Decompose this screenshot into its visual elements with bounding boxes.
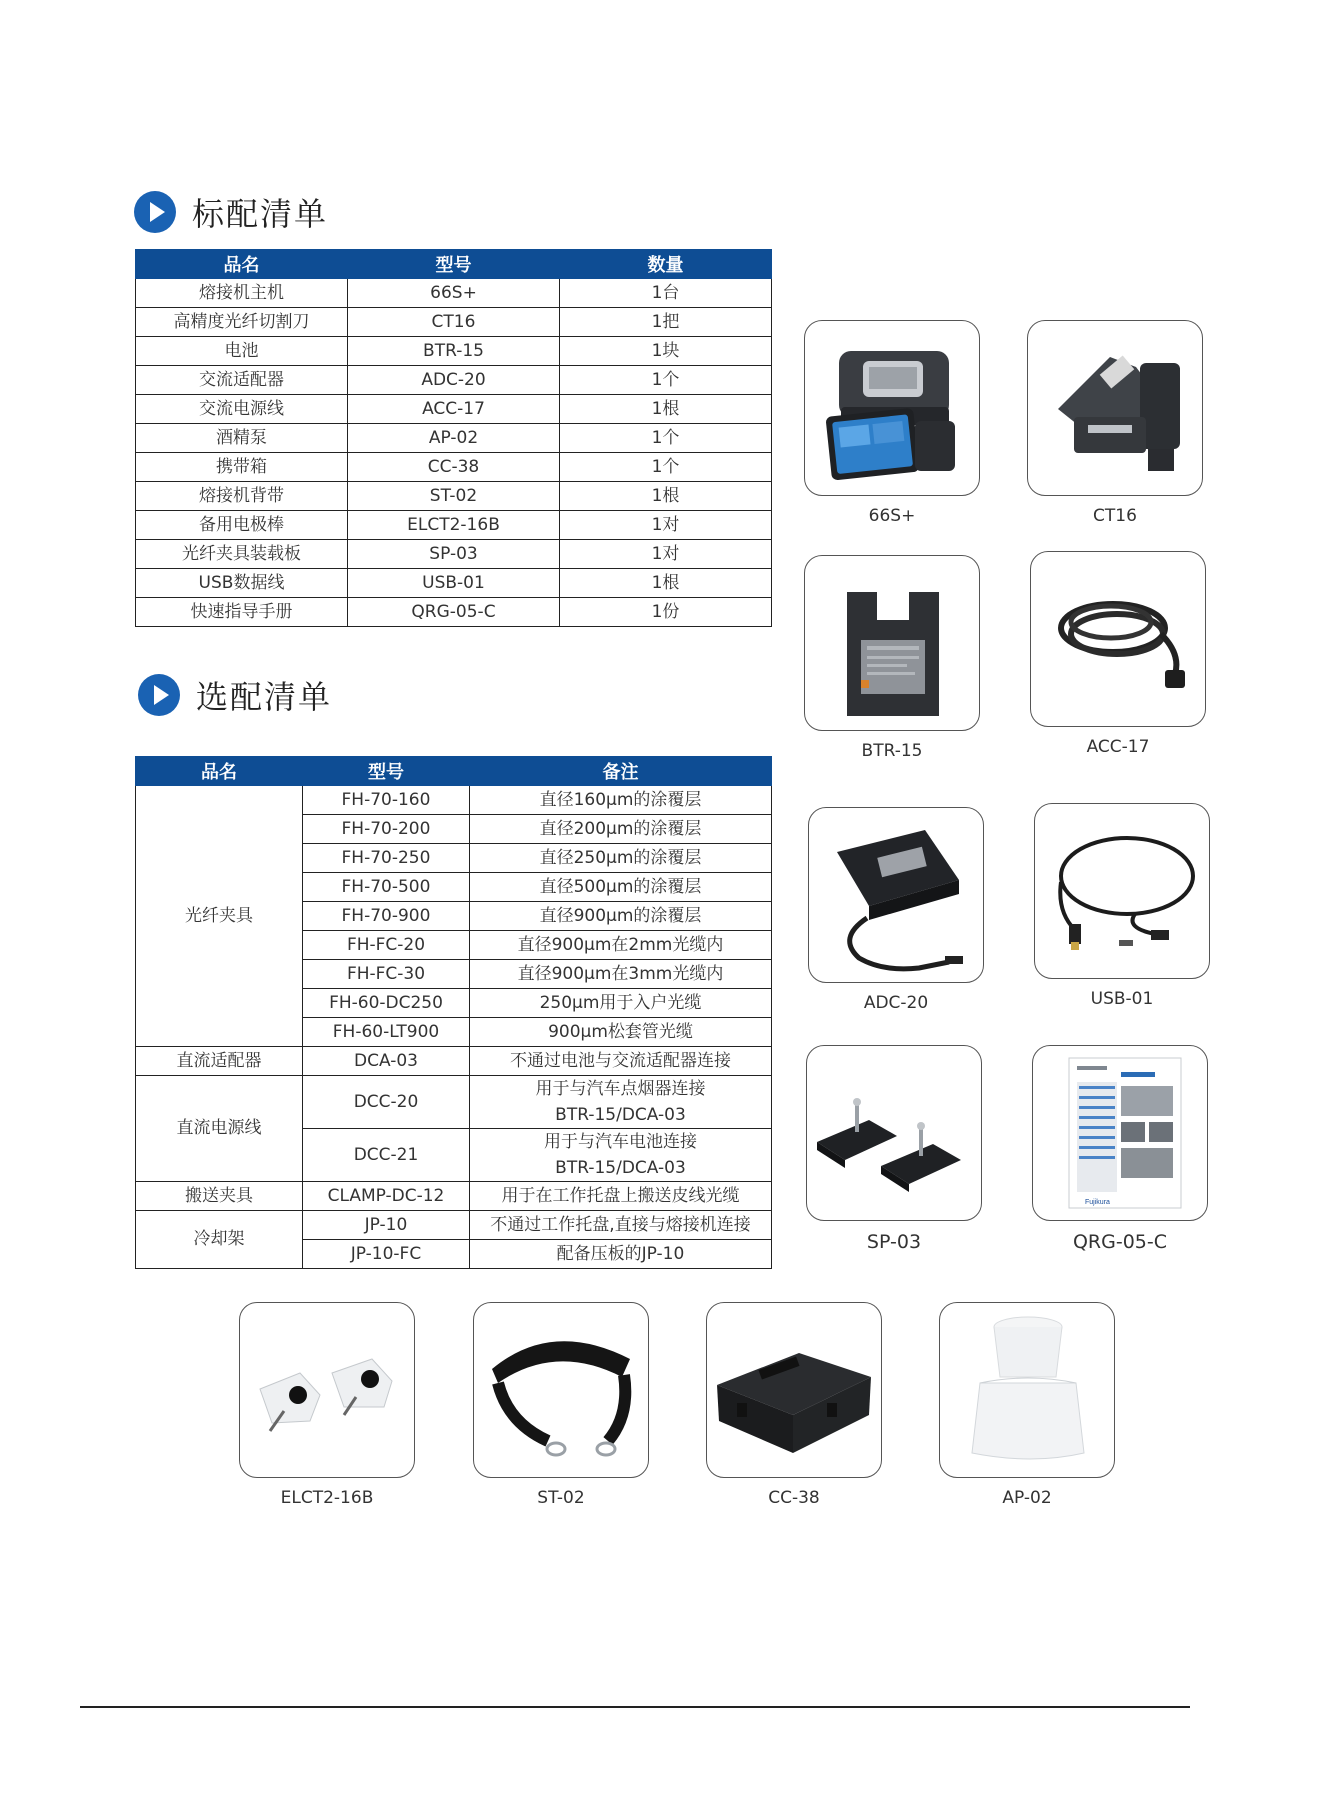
cell-note: 不通过工作托盘,直接与熔接机连接 — [470, 1211, 772, 1240]
product-label: USB-01 — [1090, 989, 1154, 1009]
cell-model: FH-FC-20 — [303, 931, 470, 960]
cell-note: 直径900μm在2mm光缆内 — [470, 931, 772, 960]
cell-name: 酒精泵 — [136, 424, 348, 453]
cell-qty: 1个 — [560, 424, 772, 453]
cell-model: FH-70-500 — [303, 873, 470, 902]
cell-qty: 1台 — [560, 279, 772, 308]
product-qrg05c — [1032, 1045, 1208, 1253]
table-row — [136, 1211, 772, 1240]
cell-model: JP-10-FC — [303, 1240, 470, 1269]
cell-note: 配备压板的JP-10 — [470, 1240, 772, 1269]
product-ct16 — [1027, 320, 1203, 526]
optional-section-title — [138, 672, 332, 718]
cell-model: BTR-15 — [348, 337, 560, 366]
product-btr15 — [804, 555, 980, 761]
cell-qty: 1个 — [560, 453, 772, 482]
table-row — [136, 337, 772, 366]
product-image-card — [808, 807, 984, 983]
cell-note: 直径250μm的涂覆层 — [470, 844, 772, 873]
cell-qty: 1个 — [560, 366, 772, 395]
note-line: 用于与汽车电池连接 — [544, 1132, 697, 1152]
electrode-image — [240, 1303, 415, 1478]
standard-table — [135, 249, 772, 627]
product-image-card — [1027, 320, 1203, 496]
product-label: ELCT2-16B — [280, 1488, 374, 1508]
product-st02 — [473, 1302, 649, 1508]
fiber-cleaver-image — [1028, 321, 1203, 496]
product-image-card — [804, 320, 980, 496]
product-label: SP-03 — [866, 1231, 922, 1253]
cell-name: 直流电源线 — [136, 1076, 303, 1182]
table-row — [136, 598, 772, 627]
product-adc20 — [808, 807, 984, 1013]
product-image-card — [804, 555, 980, 731]
cell-qty: 1把 — [560, 308, 772, 337]
cell-model: SP-03 — [348, 540, 560, 569]
cell-note: 用于在工作托盘上搬送皮线光缆 — [470, 1182, 772, 1211]
cell-model: USB-01 — [348, 569, 560, 598]
cell-model: AP-02 — [348, 424, 560, 453]
cell-qty: 1根 — [560, 569, 772, 598]
cell-qty: 1对 — [560, 511, 772, 540]
qrg-logo-text: Fujikura — [1085, 1199, 1110, 1206]
header-note: 备注 — [470, 757, 772, 786]
cell-model: DCC-20 — [303, 1076, 470, 1129]
product-label: BTR-15 — [861, 741, 923, 761]
table-row — [136, 308, 772, 337]
product-acc17 — [1030, 551, 1206, 757]
cell-qty: 1对 — [560, 540, 772, 569]
product-label: ACC-17 — [1086, 737, 1150, 757]
cell-name: 电池 — [136, 337, 348, 366]
note-line: BTR-15/DCA-03 — [555, 1158, 686, 1178]
carrying-case-image — [707, 1303, 882, 1478]
cell-note: 不通过电池与交流适配器连接 — [470, 1047, 772, 1076]
fiber-holder-plate-image — [807, 1046, 982, 1221]
quick-guide-image — [1033, 1046, 1208, 1221]
cell-name: 交流适配器 — [136, 366, 348, 395]
cell-model: DCA-03 — [303, 1047, 470, 1076]
table-row — [136, 1182, 772, 1211]
cell-name: 熔接机背带 — [136, 482, 348, 511]
product-usb01 — [1034, 803, 1210, 1009]
product-image-card — [1032, 1045, 1208, 1221]
cell-note: 直径160μm的涂覆层 — [470, 786, 772, 815]
table-row — [136, 511, 772, 540]
cell-model: FH-70-160 — [303, 786, 470, 815]
table-row — [136, 366, 772, 395]
cell-name: 直流适配器 — [136, 1047, 303, 1076]
cell-model: 66S+ — [348, 279, 560, 308]
cell-model: CC-38 — [348, 453, 560, 482]
play-icon — [138, 674, 180, 716]
cell-name: 熔接机主机 — [136, 279, 348, 308]
product-label: ADC-20 — [863, 993, 929, 1013]
power-cord-image — [1031, 552, 1206, 727]
cell-model: FH-FC-30 — [303, 960, 470, 989]
cell-qty: 1根 — [560, 482, 772, 511]
cell-note: 900μm松套管光缆 — [470, 1018, 772, 1047]
cell-model: FH-70-250 — [303, 844, 470, 873]
table-row — [136, 540, 772, 569]
header-qty: 数量 — [560, 250, 772, 279]
optional-table — [135, 756, 772, 1269]
product-label: ST-02 — [537, 1488, 585, 1508]
product-image-card — [1034, 803, 1210, 979]
usb-cable-image — [1035, 804, 1210, 979]
optional-title-text: 选配清单 — [196, 678, 333, 716]
ac-adapter-image — [809, 808, 984, 983]
cell-name: 交流电源线 — [136, 395, 348, 424]
battery-image — [805, 556, 980, 731]
cell-name: 搬送夹具 — [136, 1182, 303, 1211]
cell-name: 备用电极棒 — [136, 511, 348, 540]
product-image-card — [939, 1302, 1115, 1478]
cell-note — [470, 1129, 772, 1182]
cell-name: USB数据线 — [136, 569, 348, 598]
table-row — [136, 279, 772, 308]
cell-qty: 1份 — [560, 598, 772, 627]
header-model: 型号 — [348, 250, 560, 279]
shoulder-strap-image — [474, 1303, 649, 1478]
cell-name: 冷却架 — [136, 1211, 303, 1269]
product-image-card — [706, 1302, 882, 1478]
note-line: 用于与汽车点烟器连接 — [535, 1079, 706, 1099]
play-icon — [134, 191, 176, 233]
cell-model: CT16 — [348, 308, 560, 337]
product-cc38 — [706, 1302, 882, 1508]
cell-model: FH-60-LT900 — [303, 1018, 470, 1047]
cell-model: ACC-17 — [348, 395, 560, 424]
product-label: QRG-05-C — [1072, 1231, 1168, 1253]
note-line: BTR-15/DCA-03 — [555, 1105, 686, 1125]
header-name: 品名 — [136, 757, 303, 786]
table-row — [136, 453, 772, 482]
product-image-card — [1030, 551, 1206, 727]
cell-note: 直径200μm的涂覆层 — [470, 815, 772, 844]
cell-qty: 1块 — [560, 337, 772, 366]
header-name: 品名 — [136, 250, 348, 279]
cell-note: 250μm用于入户光缆 — [470, 989, 772, 1018]
header-model: 型号 — [303, 757, 470, 786]
cell-qty: 1根 — [560, 395, 772, 424]
alcohol-pump-image — [940, 1303, 1115, 1478]
cell-model: CLAMP-DC-12 — [303, 1182, 470, 1211]
table-row — [136, 424, 772, 453]
cell-note: 直径500μm的涂覆层 — [470, 873, 772, 902]
cell-name: 携带箱 — [136, 453, 348, 482]
cell-model: FH-60-DC250 — [303, 989, 470, 1018]
product-image-card — [239, 1302, 415, 1478]
cell-model: FH-70-900 — [303, 902, 470, 931]
cell-name: 高精度光纤切割刀 — [136, 308, 348, 337]
table-row — [136, 395, 772, 424]
cell-model: ADC-20 — [348, 366, 560, 395]
product-label: 66S+ — [868, 506, 916, 526]
cell-name: 光纤夹具 — [136, 786, 303, 1047]
product-image-card — [473, 1302, 649, 1478]
bottom-divider — [80, 1706, 1190, 1708]
product-image-card — [806, 1045, 982, 1221]
fusion-splicer-image — [805, 321, 980, 496]
cell-model: DCC-21 — [303, 1129, 470, 1182]
table-row — [136, 1076, 772, 1129]
cell-model: ST-02 — [348, 482, 560, 511]
product-sp03 — [806, 1045, 982, 1253]
cell-note — [470, 1076, 772, 1129]
product-label: CT16 — [1093, 506, 1137, 526]
table-row — [136, 786, 772, 815]
standard-title-text: 标配清单 — [192, 195, 329, 233]
cell-note: 直径900μm在3mm光缆内 — [470, 960, 772, 989]
cell-model: JP-10 — [303, 1211, 470, 1240]
product-ap02 — [939, 1302, 1115, 1508]
table-row — [136, 1047, 772, 1076]
standard-section-title — [134, 189, 328, 235]
product-label: AP-02 — [1002, 1488, 1052, 1508]
cell-model: FH-70-200 — [303, 815, 470, 844]
cell-model: QRG-05-C — [348, 598, 560, 627]
product-66s — [804, 320, 980, 526]
table-row — [136, 482, 772, 511]
table-row — [136, 569, 772, 598]
cell-model: ELCT2-16B — [348, 511, 560, 540]
product-label: CC-38 — [768, 1488, 820, 1508]
product-elct216b — [239, 1302, 415, 1508]
cell-note: 直径900μm的涂覆层 — [470, 902, 772, 931]
cell-name: 快速指导手册 — [136, 598, 348, 627]
cell-name: 光纤夹具装载板 — [136, 540, 348, 569]
